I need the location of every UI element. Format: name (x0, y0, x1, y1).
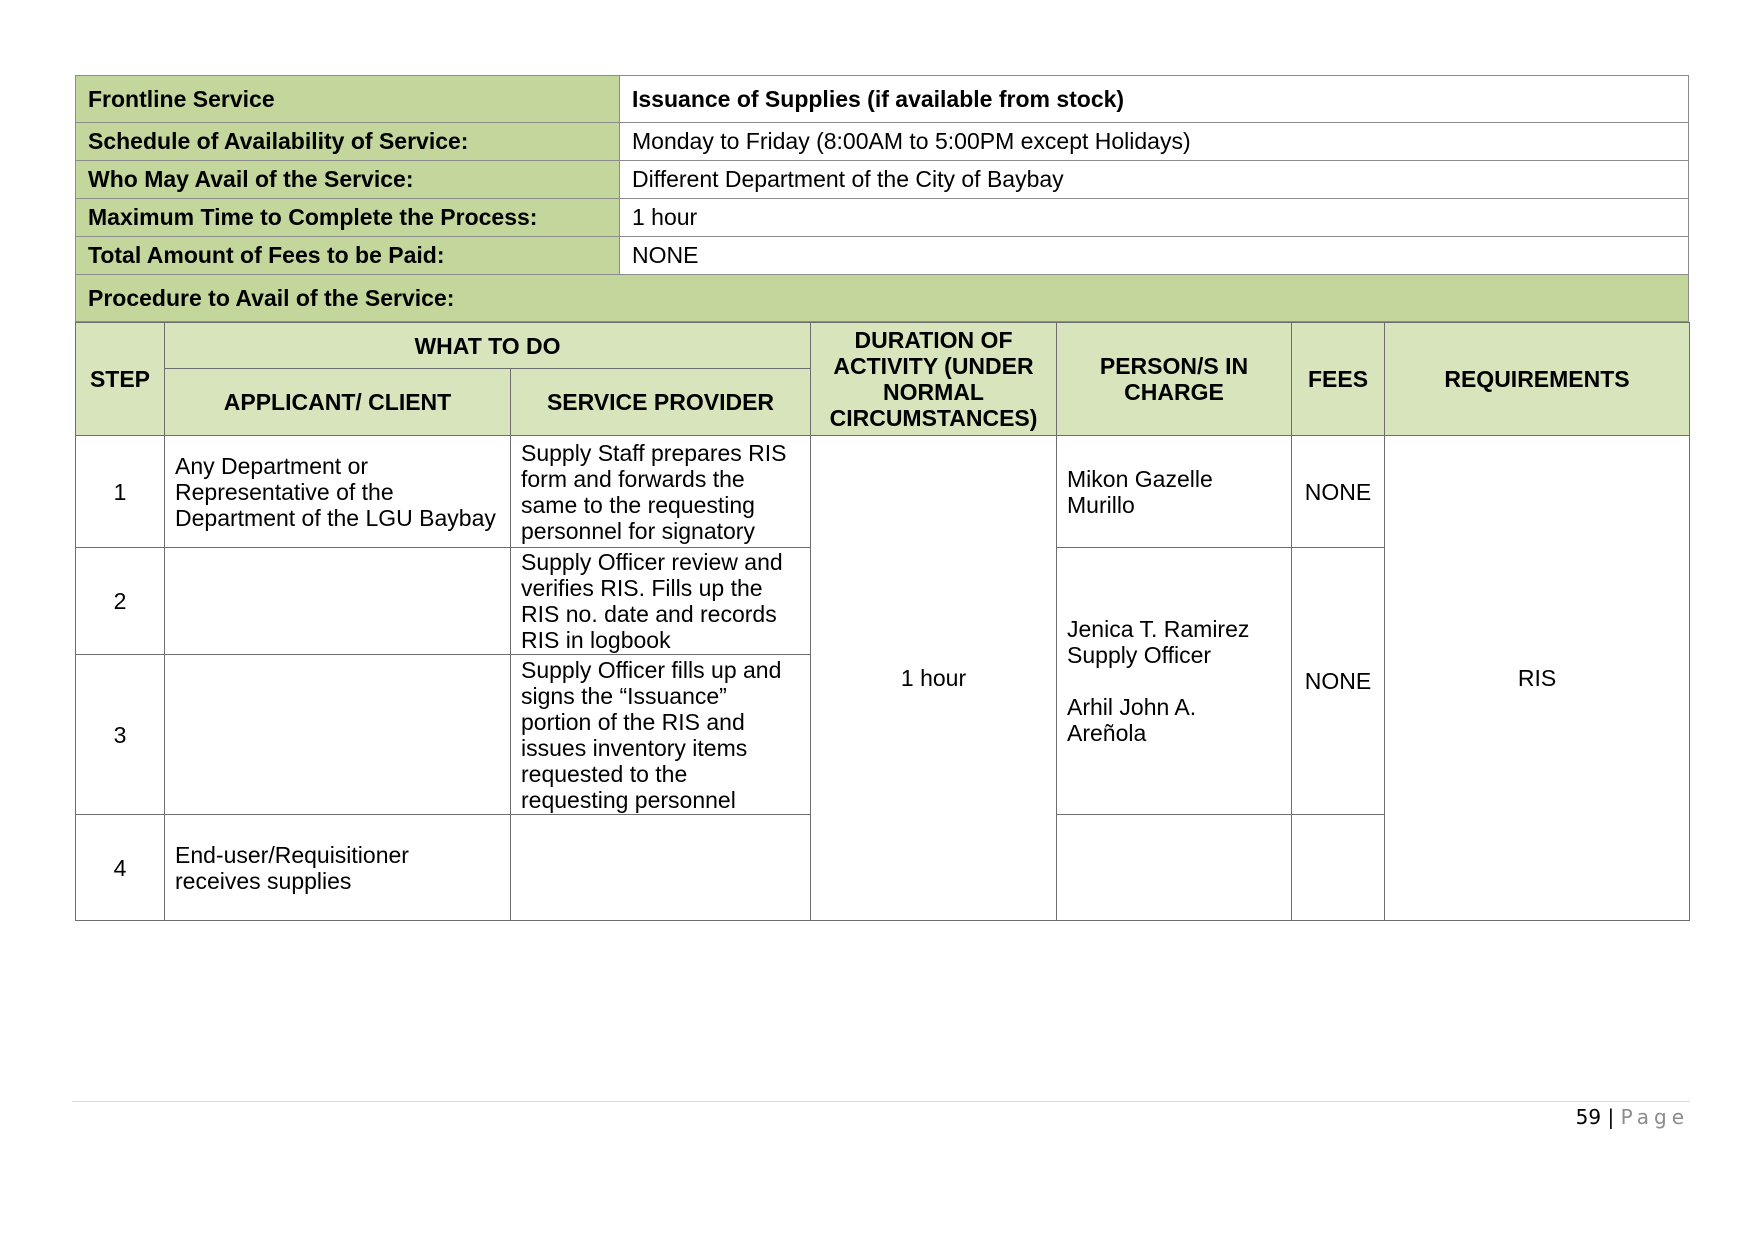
total-fees-value: NONE (620, 237, 1689, 275)
header-service-provider: SERVICE PROVIDER (511, 369, 811, 436)
total-fees-label: Total Amount of Fees to be Paid: (76, 237, 620, 275)
procedure-table (75, 322, 1690, 921)
page-word: Page (1620, 1105, 1689, 1129)
provider-action: Supply Officer fills up and signs the “Issuance” portion of the RIS and issues inventory items requested to the requesting personnel (511, 655, 811, 815)
provider-action: Supply Officer review and verifies RIS. Fills up the RIS no. date and records RIS in logbook (511, 548, 811, 655)
page-number: 59 (1575, 1105, 1602, 1129)
provider-action: Supply Staff prepares RIS form and forwards the same to the requesting personnel for signatory (511, 436, 811, 548)
header-fees: FEES (1292, 323, 1385, 436)
applicant-action (165, 548, 511, 655)
service-info-table (75, 75, 1689, 322)
page-separator: | (1607, 1105, 1615, 1129)
procedure-label: Procedure to Avail of the Service: (76, 275, 1689, 322)
who-may-avail-value: Different Department of the City of Baybay (620, 161, 1689, 199)
duration-value: 1 hour (811, 436, 1057, 921)
header-what-to-do: WHAT TO DO (165, 323, 811, 369)
who-may-avail-label: Who May Avail of the Service: (76, 161, 620, 199)
step-number: 2 (76, 548, 165, 655)
header-requirements: REQUIREMENTS (1385, 323, 1690, 436)
step-number: 4 (76, 815, 165, 921)
fees-value (1292, 815, 1385, 921)
header-duration: DURATION OF ACTIVITY (UNDER NORMAL CIRCUMSTANCES) (811, 323, 1057, 436)
header-step: STEP (76, 323, 165, 436)
applicant-action: Any Department or Representative of the Department of the LGU Baybay (165, 436, 511, 548)
schedule-value: Monday to Friday (8:00AM to 5:00PM except Holidays) (620, 123, 1689, 161)
person-in-charge: Mikon Gazelle Murillo (1057, 436, 1292, 548)
step-number: 3 (76, 655, 165, 815)
header-person-in-charge: PERSON/S IN CHARGE (1057, 323, 1292, 436)
requirements-value: RIS (1385, 436, 1690, 921)
person-in-charge: Jenica T. Ramirez Supply Officer Arhil John A. Areñola (1057, 548, 1292, 815)
applicant-action: End-user/Requisitioner receives supplies (165, 815, 511, 921)
applicant-action (165, 655, 511, 815)
provider-action (511, 815, 811, 921)
person-in-charge (1057, 815, 1292, 921)
schedule-label: Schedule of Availability of Service: (76, 123, 620, 161)
frontline-service-label: Frontline Service (76, 76, 620, 123)
header-applicant: APPLICANT/ CLIENT (165, 369, 511, 436)
footer-divider (72, 1101, 1690, 1102)
fees-value: NONE (1292, 436, 1385, 548)
step-number: 1 (76, 436, 165, 548)
max-time-value: 1 hour (620, 199, 1689, 237)
fees-value: NONE (1292, 548, 1385, 815)
frontline-service-value: Issuance of Supplies (if available from stock) (620, 76, 1689, 123)
max-time-label: Maximum Time to Complete the Process: (76, 199, 620, 237)
table-row (76, 436, 1690, 548)
page-footer (1576, 1105, 1689, 1129)
